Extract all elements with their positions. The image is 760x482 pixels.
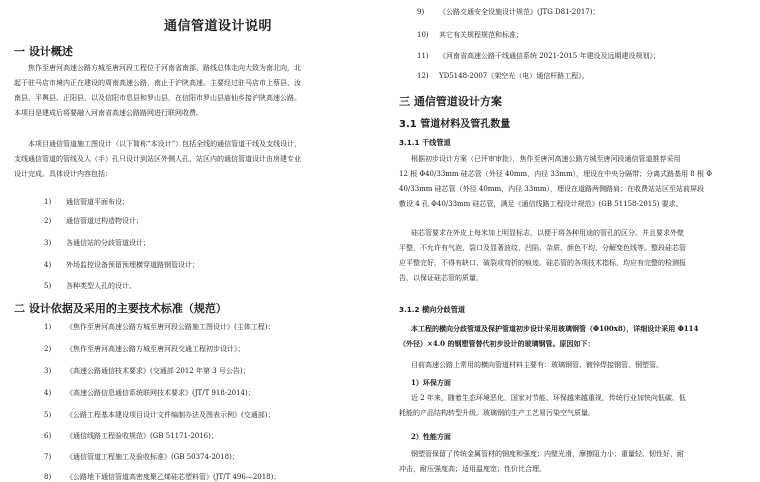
list-item: 4) 《高速公路信息通信系统联网技术要求》(JT/T 918-2014)；: [44, 389, 255, 397]
section-3-heading: 三 通信管道设计方案: [399, 95, 502, 108]
environment-heading: 1）环保方面: [411, 378, 451, 387]
text-line: 起于驻马店市境内正在建设的周南高速公路，南止于沪陕高速。主要经过驻马店市上蔡县、汝: [14, 79, 301, 87]
text-line: 耗能的产品结构转型升级。玻璃钢的生产工艺易污染空气质量。: [399, 409, 595, 417]
list-item: 6) 《通信线路工程验收规范》(GB 51171-2016)；: [44, 432, 218, 440]
text-line: 平整，不允许有气泡、裂口及显著波纹、凹陷、杂质、颜色不均、分解变色线等。整段硅芯管: [399, 244, 686, 252]
text-line: 支线通信管道的管线及人（手）孔只设计到站区外侧人孔，站区内的通信管道设计由房建专业: [14, 155, 301, 163]
section-3-paragraph-1: [399, 152, 751, 212]
list-item: 9) 《公路交通安全设施设计规范》(JTG D81-2017)；: [417, 8, 600, 16]
list-item: 1) 《焦作至唐河高速公路方城至唐河段公路施工图设计》(主体工程)；: [44, 323, 275, 331]
list-item: 2) 《焦作至唐河高速公路方城至唐河段交通工程初步设计》；: [44, 345, 245, 353]
section-3-paragraph-2: [399, 226, 751, 286]
section-1-heading: 一 设计概述: [14, 45, 73, 58]
text-line: 硅芯管要求在外皮上每米加上明显标志，以便于将各种用途的管孔的区分。并且要求外壁: [411, 229, 684, 237]
text-line: 本项目通信管道施工图设计（以下简称“本设计”）包括全线的通信管道干线及支线设计，: [28, 140, 302, 148]
section-3-paragraph-5: [399, 391, 751, 421]
list-item: 7) 《通信管道工程施工及验收标准》(GB 50374-2018)；: [44, 453, 239, 461]
list-item: 12) YD5148-2007《架空光（电）通信杆路工程》。: [417, 72, 589, 80]
text-line: 告，以保证硅芯管的质量。: [399, 274, 483, 282]
text-line: 12 根 Φ40/33mm 硅芯管（外径 40mm，内径 33mm），埋设在中央分隔带；分离式路基用 8 根 Φ: [399, 170, 712, 178]
text-line: 南县、平舆县、正阳县，以及信阳市息县和罗山县，在信阳市罗山县庙仙乡接沪陕高速公路。: [14, 94, 301, 102]
text-line: 根据初步设计方案（已评审审批），焦作至唐河高速公路方城至唐河段通信管道推荐采用: [411, 155, 681, 163]
list-item: 5) 各种类型人孔的设计。: [44, 282, 136, 290]
section-3-paragraph-6: [399, 447, 751, 477]
list-item: 5) 《公路工程基本建设项目设计文件编制办法及图表示例》(交通部)；: [44, 411, 275, 419]
list-item: 3) 各通信站的分歧管道设计；: [44, 239, 150, 247]
body-text: 目前高速公路上常用的横向管道材料主要有：玻璃钢管、镀锌焊接钢管、钢塑管。: [411, 361, 663, 369]
subsection-3-1-2-heading: 3.1.2 横向分歧管道: [399, 305, 466, 314]
section-2-heading: 二 设计依据及采用的主要技术标准（规范）: [14, 302, 227, 315]
text-line: 本项目是建成后将要融入河南省高速公路路网进行联网收费。: [14, 109, 203, 117]
list-item: 8) 《公路地下通信管道高密度聚乙烯硅芯塑料管》(JT/T 496—2018)；: [44, 473, 281, 481]
list-item: 1) 通信管道平面布设；: [44, 198, 129, 206]
text-line: 焦作至唐河高速公路方城至唐河段工程位于河南省南部，路线总体走向大致为南北向，北: [28, 64, 301, 72]
text-line: 钢塑管保留了传统金属管材的钢度和强度；内壁光滑，摩擦阻力小；重量轻、韧性好，耐: [411, 450, 684, 458]
text-line: 本工程的横向分歧管道及保护管道初步设计采用玻璃钢管（Φ100x8），详细设计采用 Φ114: [411, 324, 699, 333]
text-line: 近 2 年来，随着生态环境恶化，国家对节能、环保越来越重视，传统行业加快向低碳、低: [411, 394, 686, 402]
list-item: 4) 外场监控设备预留预埋横穿道路钢管设计；: [44, 261, 199, 269]
text-line: 应平整完好，不得有缺口、破裂或弯折的痕迹。硅芯管的各项技术指标，均应有完整的检测报: [399, 259, 686, 267]
performance-heading: 2）性能方面: [411, 432, 451, 441]
text-line: 敷设 4 孔 Φ40/33mm 硅芯管，满足《通信线路工程设计规范》(GB 51158-2015) 要求。: [399, 200, 683, 208]
list-item: 11) 《河南省高速公路干线通信系统 2021-2015 年建设及远期建设规划》；: [417, 52, 660, 60]
subsection-3-1-1-heading: 3.1.1 干线管道: [399, 138, 451, 147]
subsection-3-1-heading: 3.1 管道材料及管孔数量: [399, 119, 511, 130]
text-line: 40/33mm 硅芯管（外径 40mm，内径 33mm），埋设在道路两侧路肩；在收费站站区至站前屏段: [399, 185, 704, 193]
text-line: 冲击，耐压强度高；适用温度宽；性价比合理。: [399, 465, 546, 473]
text-line: （外径）×4.0 的钢塑管替代初步设计的玻璃钢管。原因如下：: [399, 339, 595, 348]
page-title: 通信管道设计说明: [164, 19, 273, 34]
section-1-paragraph-1: [14, 61, 386, 121]
section-1-paragraph-2: [14, 137, 386, 182]
section-3-paragraph-3: [399, 321, 751, 351]
text-line: 设计完成。具体设计内容包括：: [14, 170, 112, 178]
list-item: 10) 其它有关规程规范和标准；: [417, 31, 523, 39]
list-item: 2) 通信管道过构造物设计；: [44, 217, 143, 225]
list-item: 3) 《高速公路通信技术要求》(交通部 2012 年第 3 号公告)；: [44, 367, 250, 375]
